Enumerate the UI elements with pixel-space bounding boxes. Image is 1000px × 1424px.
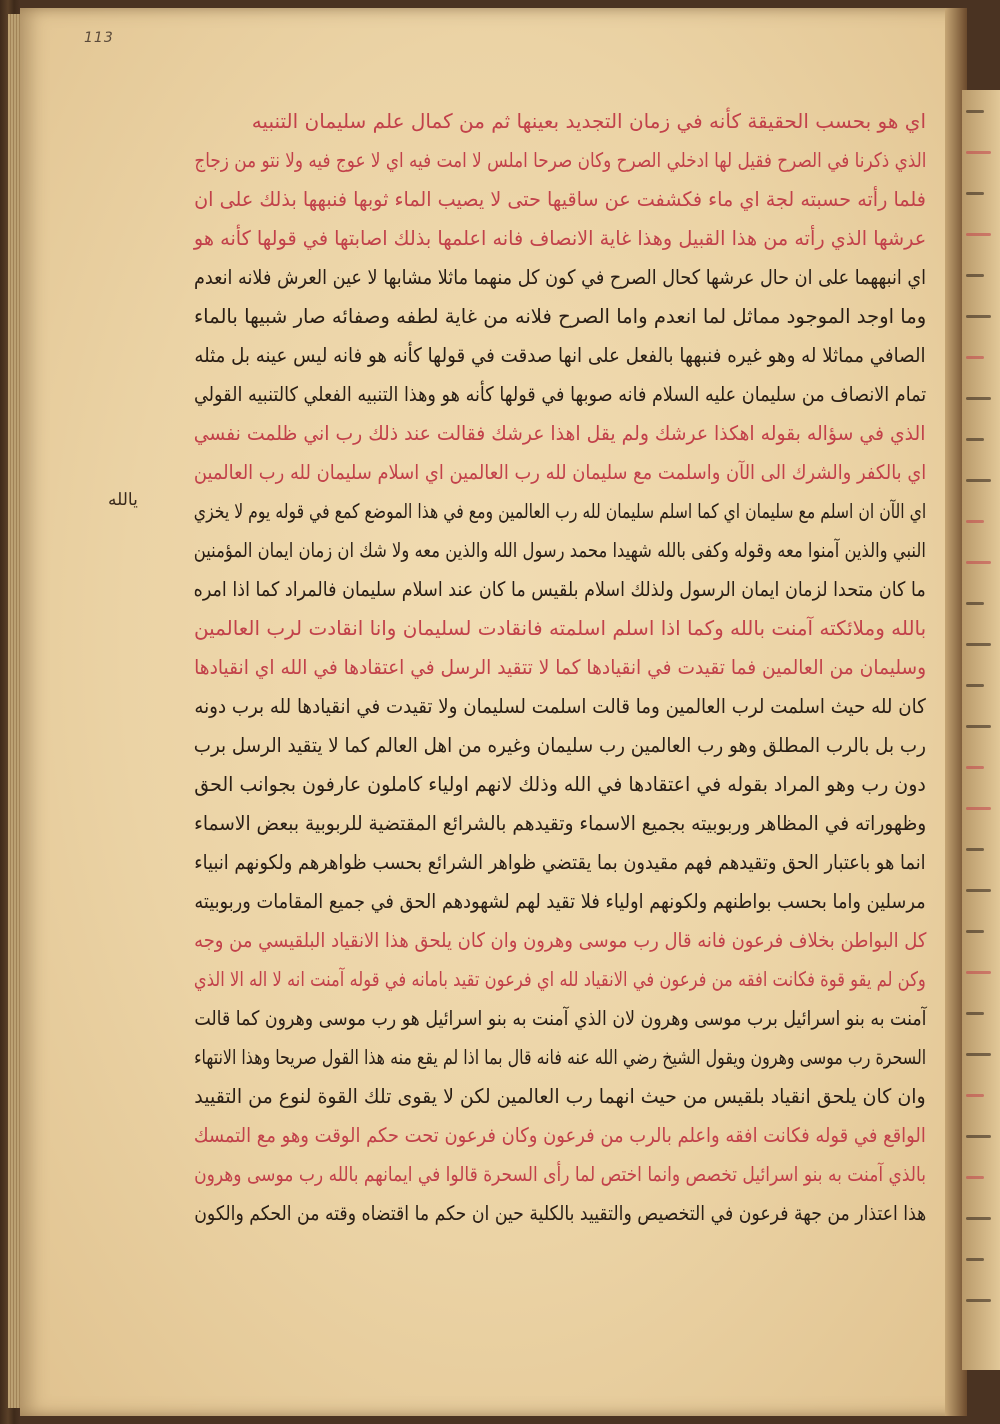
facing-page-line-stub <box>966 479 991 482</box>
facing-page-line-stub <box>966 889 991 892</box>
text-line <box>190 103 930 142</box>
text-line-content: كان لله حيث اسلمت لرب العالمين وما قالت اسلمت لسليمان ولا تقيدت في انقيادها لله برب دونه <box>194 694 926 718</box>
text-line <box>190 1000 930 1039</box>
text-line <box>190 532 930 571</box>
text-line <box>190 766 930 805</box>
facing-page-line-stub <box>966 1012 984 1015</box>
text-line-content: الواقع في قوله فكانت افقه واعلم بالرب من فرعون وكان فرعون تحت حكم الوقت وهو مع التمسك <box>194 1123 926 1147</box>
text-line <box>190 1156 930 1195</box>
facing-page-line-stub <box>966 520 984 523</box>
facing-page-line-stub <box>966 561 991 564</box>
text-line-content: الذي ذكرنا في الصرح فقيل لها ادخلي الصرح وكان صرحا املس لا امت فيه اي لا عوج فيه ولا نتو من زجاج <box>193 148 926 172</box>
facing-page-line-stub <box>966 643 991 646</box>
facing-page-line-stub <box>966 151 991 154</box>
text-line-content: رب بل بالرب المطلق وهو رب العالمين رب سليمان وغيره من اهل العالم كما لا يتقيد الرسل برب <box>193 733 926 757</box>
facing-page-edge <box>962 90 1000 1370</box>
text-line-content: وما اوجد الموجود مماثل لما انعدم واما الصرح فلانه من غاية لطفه وصفائه صار شبيها بالماء <box>193 304 926 328</box>
facing-page-line-stub <box>966 1217 991 1220</box>
text-line <box>190 298 930 337</box>
text-line-content: الذي في سؤاله بقوله اهكذا عرشك ولم يقل اهذا عرشك فقالت عند ذلك رب اني ظلمت نفسي <box>194 421 926 445</box>
text-line <box>190 610 930 649</box>
text-line-content: مرسلين واما بحسب بواطنهم ولكونهم اولياء فلا تقيد لهم لشهودهم الحق في جميع المقامات وربوبيته <box>194 889 926 913</box>
facing-page-line-stub <box>966 971 991 974</box>
folio-number: 113 <box>84 30 114 46</box>
text-line-content: وظهوراته في المظاهر وربوبيته بجميع الاسماء وتقيدهم بالشرائع المقتضية للربوبية ببعض الاسماء <box>193 811 926 835</box>
text-line-content: الصافي مماثلا له وهو غيره فنبهها بالفعل على انها صدقت في قولها كأنه هو فانه ليس عينه بل مثله <box>194 343 926 367</box>
text-line-content: وان كان يلحق انقياد بلقيس من حيث انهما رب العالمين لكن لا يقوى تلك القوة لنوع من التقييد <box>194 1084 926 1108</box>
text-line-content: فلما رأته حسبته لجة اي ماء فكشفت عن ساقيها حتى لا يصيب الماء ثوبها فنبهها بذلك على ان <box>194 187 926 211</box>
text-line-content: بالذي آمنت به بنو اسرائيل تخصص وانما اختص لما رأى السحرة قالوا في ايمانهم بالله رب موسى وهرون <box>194 1162 926 1186</box>
text-line <box>190 961 930 1000</box>
text-line <box>190 142 930 181</box>
text-line <box>190 1039 930 1078</box>
text-line-content: وسليمان من العالمين فما تقيدت في انقيادها كما لا تتقيد الرسل في اعتقادها في الله اي انقيادها <box>194 655 926 679</box>
facing-page-line-stub <box>966 233 991 236</box>
facing-page-line-stub <box>966 438 984 441</box>
facing-page-line-stub <box>966 766 984 769</box>
text-line-content: اي بالكفر والشرك الى الآن واسلمت مع سليمان لله رب العالمين اي اسلام سليمان لله رب العالمين <box>193 460 926 484</box>
text-line-content: ما كان متحدا لزمان ايمان الرسول ولذلك اسلام بلقيس ما كان عند اسلام سليمان فالمراد كما اذا امره <box>193 577 926 601</box>
text-line <box>190 1195 930 1234</box>
facing-page-line-stub <box>966 848 984 851</box>
text-line <box>190 1117 930 1156</box>
text-line <box>190 883 930 922</box>
text-line <box>190 571 930 610</box>
text-line-content: آمنت به بنو اسرائيل برب موسى وهرون لان الذي آمنت به بنو اسرائيل هو رب موسى وهرون كما قالت <box>193 1006 926 1030</box>
text-line <box>190 181 930 220</box>
text-line-content: وكن لم يقو قوة فكانت افقه من فرعون في الانقياد لله اي فرعون تقيد بامانه في قوله آمنت انه لا اله الا الذي <box>194 967 926 991</box>
text-line-content: بالله وملائكته آمنت بالله وكما اذا اسلم اسلمته فانقادت لسليمان وانا انقادت لرب العالمين <box>193 616 926 640</box>
text-line <box>190 415 930 454</box>
manuscript-text-block <box>190 103 930 1234</box>
text-line-content: هذا اعتذار من جهة فرعون في التخصيص والتقييد بالكلية حين ان حكم ما اقتضاه وقته من الحكم والكون <box>193 1201 926 1225</box>
facing-page-line-stub <box>966 807 991 810</box>
text-line <box>190 493 930 532</box>
text-line-content: دون رب وهو المراد بقوله في اعتقادها في الله وذلك لانهم اولياء كاملون عارفون بجوانب الحق <box>194 772 926 796</box>
facing-page-line-stub <box>966 315 991 318</box>
text-line <box>190 844 930 883</box>
margin-note: يالله <box>108 490 138 510</box>
text-line-content: السحرة رب موسى وهرون ويقول الشيخ رضي الله عنه فانه قال بما اذا لم يقع منه هذا القول صريحا وهذا الانتهاء <box>193 1045 926 1069</box>
facing-page-line-stub <box>966 684 984 687</box>
text-line-content: انما هو باعتبار الحق وتقيدهم فهم مقيدون بما يقتضي ظواهر الشرائع بحسب ظواهرهم ولكونهم انبياء <box>194 850 926 874</box>
text-line-content: اي انبههما على ان حال عرشها كحال الصرح في كون كل منهما ماثلا مشابها لا عين العرش فلانه انعدم <box>193 265 926 289</box>
facing-page-line-stub <box>966 1176 984 1179</box>
text-line <box>190 454 930 493</box>
facing-page-line-stub <box>966 1258 984 1261</box>
text-line-content: اي الآن ان اسلم مع سليمان اي كما اسلم سليمان لله رب العالمين ومع في هذا الموضع كمع في قوله يوم لا يخزي <box>193 499 926 523</box>
text-line <box>190 376 930 415</box>
facing-page-line-stub <box>966 1135 991 1138</box>
text-line-content: كل البواطن بخلاف فرعون فانه قال رب موسى وهرون وان كان يلحق هذا الانقياد البلقيسي من وجه <box>193 928 926 952</box>
facing-page-line-stub <box>966 1094 984 1097</box>
text-line <box>190 688 930 727</box>
text-line <box>190 337 930 376</box>
facing-page-line-stub <box>966 930 984 933</box>
text-line <box>190 922 930 961</box>
facing-page-line-stub <box>966 110 984 113</box>
text-line-content: اي هو بحسب الحقيقة كأنه في زمان التجديد بعينها ثم من كمال علم سليمان التنبيه <box>251 109 926 133</box>
text-line-content: عرشها الذي رأته من هذا القبيل وهذا غاية الانصاف فانه اعلمها بذلك اصابتها في قولها كأنه هو <box>193 226 926 250</box>
facing-page-line-stub <box>966 397 991 400</box>
text-line-content: النبي والذين آمنوا معه وقوله وكفى بالله شهيدا محمد رسول الله والذين معه ولا شك ان زمان ايمان المؤمنين <box>193 538 926 562</box>
text-line <box>190 1078 930 1117</box>
facing-page-line-stub <box>966 192 984 195</box>
text-line <box>190 220 930 259</box>
facing-page-line-stub <box>966 274 984 277</box>
text-line <box>190 259 930 298</box>
facing-page-line-stub <box>966 602 984 605</box>
facing-page-line-stub <box>966 356 984 359</box>
facing-page-line-stub <box>966 1299 991 1302</box>
text-line-content: تمام الانصاف من سليمان عليه السلام فانه صوبها في قولها كأنه هو وهذا التنبيه الفعلي كالتنبيه القولي <box>193 382 926 406</box>
text-line <box>190 649 930 688</box>
facing-page-line-stub <box>966 1053 991 1056</box>
text-line <box>190 727 930 766</box>
facing-page-line-stub <box>966 725 991 728</box>
text-line <box>190 805 930 844</box>
